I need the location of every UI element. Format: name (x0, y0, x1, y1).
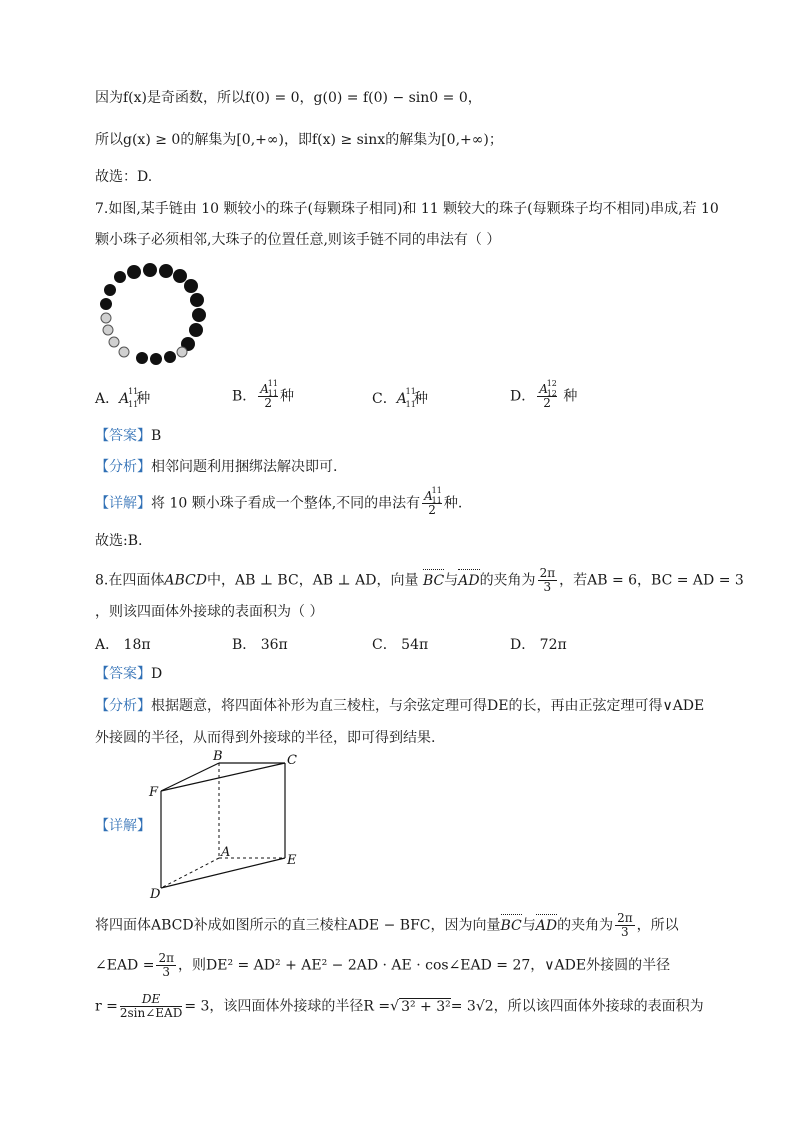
q7-option-b[interactable]: B． A 11 11 2 种 (232, 379, 294, 410)
choose-d: 故选：D. (95, 169, 153, 185)
q8-option-a[interactable]: A． 18π (95, 637, 151, 653)
q8-option-d[interactable]: D． 72π (510, 637, 567, 653)
label-c: C (287, 753, 297, 768)
q7-option-a[interactable]: A．A 11 11 种 (95, 387, 151, 409)
q8-analysis-line2: 外接圆的半径，从而得到外接球的半径，即可得到结果. (95, 730, 436, 746)
q7-stem-line1: 7.如图,某手链由 10 颗较小的珠子(每颗珠子相同)和 11 颗较大的珠子(每颗珠子均不相同)串成,若 10 (95, 201, 719, 217)
q8-stem-line2: ，则该四面体外接球的表面积为（ ） (95, 604, 324, 620)
q7-option-c[interactable]: C．A 11 11 种 (372, 387, 428, 409)
q7-choose: 故选:B. (95, 533, 143, 549)
q8-option-b[interactable]: B． 36π (232, 637, 288, 653)
q7-stem-line2: 颗小珠子必须相邻,大珠子的位置任意,则该手链不同的串法有（ ） (95, 232, 501, 248)
q7-option-d[interactable]: D． A 12 12 2 种 (510, 379, 578, 410)
label-b: B (213, 749, 223, 764)
q8-stem-line1: 8.在四面体ABCD中，AB ⊥ BC，AB ⊥ AD，向量 BC与AD的夹角为 $\frac{2\pi}{3}$ ，若AB = 6，BC = AD = 3 (95, 566, 744, 594)
solution-line-2: 所以g(x) ≥ 0的解集为[0,+∞)，即f(x) ≥ sinx的解集为[0,+∞)； (95, 132, 503, 148)
solution-line-1: 因为f(x)是奇函数，所以f(0) = 0，g(0) = f(0) − sin0 = 0， (95, 90, 482, 106)
q8-detail-line1: 将四面体ABCD补成如图所示的直三棱柱ADE − BFC，因为向量BC与AD的夹角为 $\frac{2\pi}{3}$ ，所以 (95, 911, 679, 939)
label-d: D (150, 887, 161, 900)
label-f: F (149, 785, 159, 800)
prism-figure (145, 748, 310, 900)
q8-option-c[interactable]: C． 54π (372, 637, 429, 653)
q8-analysis-line1: 【分析】根据题意，将四面体补形为直三棱柱，与余弦定理可得DE的长，再由正弦定理可得∨ADE (95, 698, 705, 714)
q7-answer: 【答案】B (95, 428, 162, 444)
label-a: A (221, 845, 231, 860)
q8-detail-line3: r = $\frac{DE}{\text{2sin∠EAD}}$ = 3，该四面体外接球的半径R =√ 3² + 3²= 3√2，所以该四面体外接球的表面积为 (95, 992, 704, 1020)
q8-answer: 【答案】D (95, 666, 163, 682)
q7-detail: 【详解】将 10 颗小珠子看成一个整体,不同的串法有 A 11 11 2 种. (95, 486, 463, 517)
label-e: E (287, 853, 297, 868)
q8-detail-tag: 【详解】 (95, 818, 151, 834)
q8-detail-line2: ∠EAD = $\frac{2\pi}{3}$ ，则DE² = AD² + AE² − 2AD · AE · cos∠EAD = 27，∨ADE外接圆的半径 (95, 951, 671, 979)
bracelet-figure (98, 262, 218, 372)
q7-analysis: 【分析】相邻问题利用捆绑法解决即可. (95, 459, 338, 475)
